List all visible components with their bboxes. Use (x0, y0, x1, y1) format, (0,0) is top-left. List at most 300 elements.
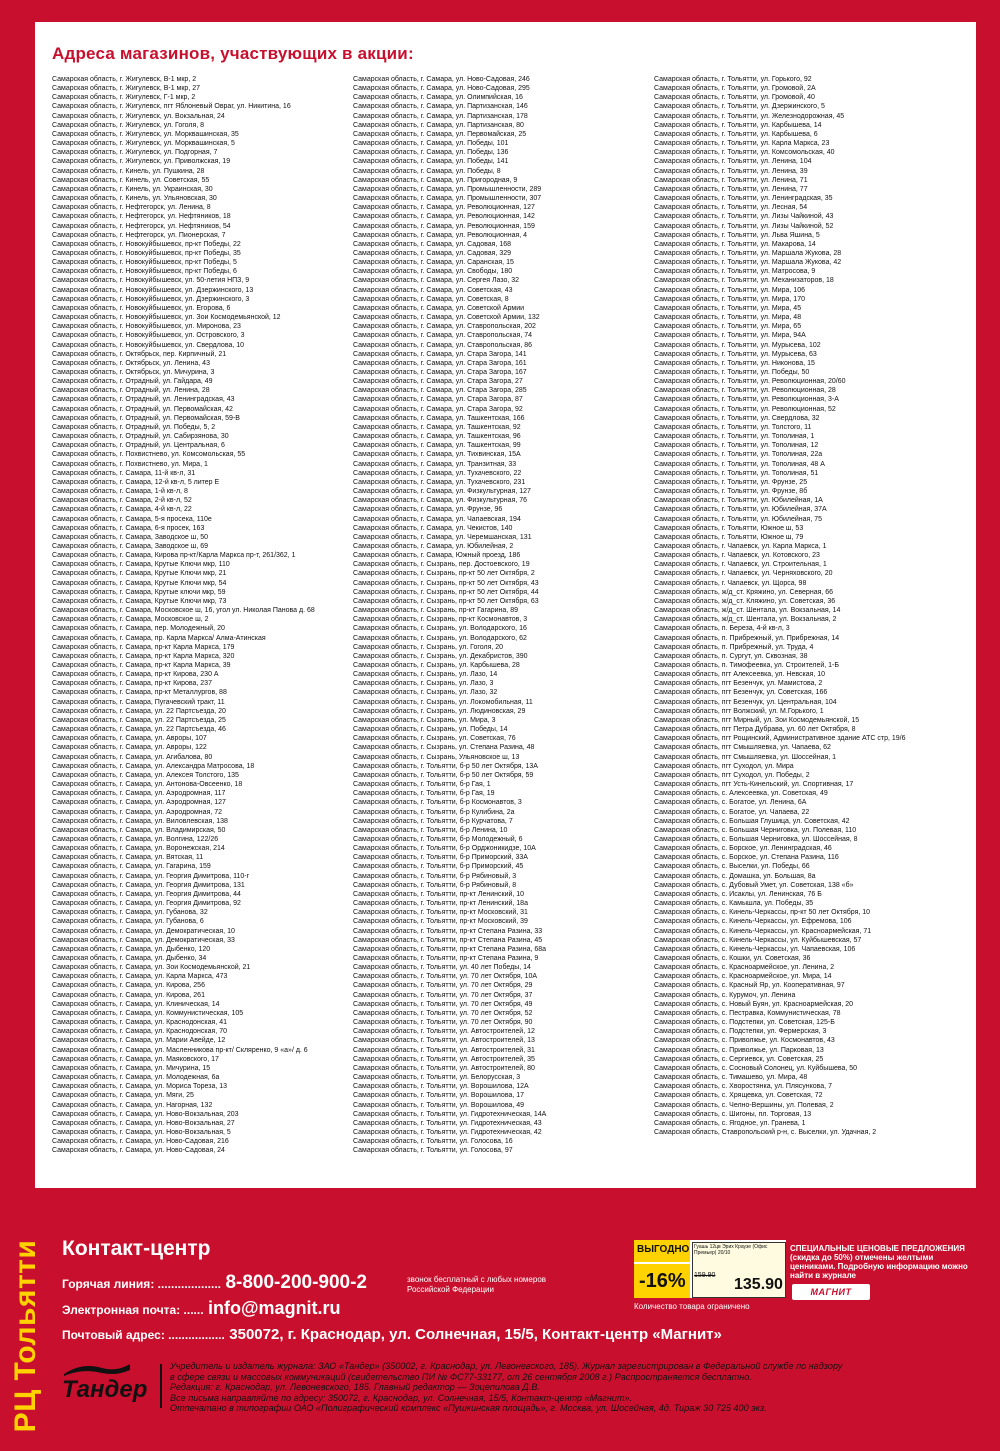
store-address: Самарская область, г. Самара, ул. Партизанская, 80 (353, 121, 524, 129)
store-address: Самарская область, г. Самара, ул. Советская, 8 (353, 295, 509, 303)
hotline-number[interactable]: 8-800-200-900-2 (225, 1272, 367, 1293)
imprint-line: Редакция: г. Краснодар, ул. Левоневского, 185. Главный редактор — Зоцепилова Д.В. (170, 1382, 540, 1393)
store-address: Самарская область, с. Хворостянка, ул. Плясункова, 7 (654, 1083, 832, 1091)
store-address: Самарская область, с. Кошки, ул. Советская, 36 (654, 955, 811, 962)
store-address: Самарская область, г. Тольятти, ул. Никонова, 15 (654, 359, 815, 367)
store-address: Самарская область, г. Тольятти, ул. Лесная, 54 (654, 204, 808, 212)
store-address: Самарская область, г. Чапаевск, ул. Строительная, 1 (654, 561, 827, 569)
store-address: Самарская область, г. Тольятти, пр-кт Степана Разина, 9 (353, 955, 539, 962)
store-address: Самарская область, с. Сосновый Солонец, ул. Куйбышева, 50 (654, 1064, 858, 1072)
store-address: Самарская область, г. Тольятти, ул. Карла Маркса, 23 (654, 140, 830, 148)
store-address: Самарская область, г. Самара, ул. Дыбенко, 120 (52, 945, 211, 953)
store-address: Самарская область, г. Новокуйбышевск, ул. Миронова, 23 (52, 323, 241, 331)
store-address: Самарская область, г. Самара, ул. Физкультурная, 127 (353, 488, 531, 496)
hotline-note: звонок бесплатный с любых номеров Российской Федерации (407, 1275, 547, 1294)
region-label: РЦ Тольятти (9, 1239, 42, 1433)
store-address: Самарская область, г. Тольятти, ул. Тополиная, 12 (654, 442, 819, 450)
store-address: Самарская область, г. Нефтегорск, ул. Нефтяников, 18 (52, 213, 231, 221)
store-address: Самарская область, г. Тольятти, ул. Ленина, 77 (654, 185, 808, 193)
store-address: Самарская область, г. Тольятти, ул. Свердлова, 32 (654, 414, 820, 422)
store-address: Самарская область, г. Тольятти, б-р Приморский, 45 (353, 863, 524, 871)
store-address: Самарская область, г. Жигулевск, ул. Подгорная, 7 (52, 149, 218, 157)
store-address: Самарская область, с. Большая Черниговка, ул. Полевая, 110 (654, 826, 857, 834)
store-address: Самарская область, г. Самара, ул. Ташкентская, 166 (353, 414, 525, 422)
store-address: Самарская область, пгт Суходол, ул. Мира (654, 762, 794, 770)
store-address: Самарская область, г. Самара, ул. Коммунистическая, 105 (52, 1009, 244, 1017)
store-address: Самарская область, г. Самара, ул. Волгина, 122/26 (52, 835, 219, 843)
store-address: Самарская область, г. Тольятти, ул. Фрунзе, 8б (654, 488, 808, 496)
store-address: Самарская область, г. Самара, ул. Садовая, 168 (353, 240, 511, 248)
store-address: Самарская область, г. Самара, пр-кт Кирова, 230 А (52, 671, 219, 679)
store-address: Самарская область, г. Тольятти, пр-кт Ленинский, 18а (353, 900, 528, 908)
store-address: Самарская область, г. Тольятти, ул. Тополиная, 48 А (654, 460, 825, 468)
store-address: Самарская область, г. Жигулевск, В-1 мкр, 27 (52, 85, 200, 93)
store-address: Самарская область, г. Тольятти, б-р Кулибина, 2а (353, 808, 515, 816)
promo-word: ВЫГОДНО (637, 1244, 690, 1255)
store-address: Самарская область, г. Сызрань, ул. Победы, 14 (353, 726, 508, 734)
store-address: Самарская область, г. Тольятти, ул. 70 лет Октября, 49 (353, 1000, 533, 1008)
store-address: Самарская область, г. Новокуйбышевск, ул. Зои Космодемьянской, 12 (52, 314, 281, 322)
store-address: Самарская область, г. Тольятти, ул. Ворошилова, 49 (353, 1101, 525, 1109)
store-address: Самарская область, г. Самара, ул. Революционная, 4 (353, 231, 528, 239)
store-address: Самарская область, г. Сызрань, пр-кт Гагарина, 89 (353, 607, 518, 615)
store-address: Самарская область, г. Самара, ул. Ташкентская, 92 (353, 423, 521, 431)
store-address: Самарская область, г. Самара, ул. Аэродромная, 127 (52, 799, 226, 807)
store-address: Самарская область, г. Самара, Пугачевский тракт, 11 (52, 698, 225, 706)
store-address: Самарская область, г. Самара, ул. Воронежская, 214 (52, 845, 225, 853)
store-address: Самарская область, пгт Безенчук, ул. Центральная, 104 (654, 698, 837, 706)
store-address: Самарская область, г. Тольятти, б-р Ленина, 10 (353, 826, 508, 834)
email-label: Электронная почта: ...... (62, 1303, 204, 1317)
store-address: Самарская область, г. Самара, ул. Ново-Садовая, 295 (353, 85, 530, 93)
store-address: Самарская область, г. Самара, ул. Олимпийская, 16 (353, 94, 523, 102)
store-address: Самарская область, г. Новокуйбышевск, пр-кт Победы, 6 (52, 268, 237, 276)
store-address: Самарская область, г. Сызрань, ул. Володарского, 62 (353, 634, 527, 642)
store-address: Самарская область, г. Самара, ул. Садовая, 329 (353, 249, 511, 257)
store-address: Самарская область, г. Тольятти, ул. Громовой, 2А (654, 85, 816, 93)
postal-address: 350072, г. Краснодар, ул. Солнечная, 15/5, Контакт-центр «Магнит» (229, 1326, 722, 1343)
contact-center-title: Контакт-центр (62, 1237, 211, 1260)
store-address: Самарская область, г. Самара, пр-кт Карла Маркса, 39 (52, 662, 231, 669)
store-address: Самарская область, г. Самара, ул. Чекистов, 140 (353, 524, 513, 532)
postal-row (62, 1326, 722, 1344)
store-address: Самарская область, г. Тольятти, б-р Орджоникидзе, 10А (353, 845, 536, 853)
store-address: Самарская область, г. Тольятти, б-р Молодежный, 6 (353, 835, 523, 843)
store-address: Самарская область, г. Самара, пр-кт Карла Маркса, 320 (52, 652, 235, 660)
store-address: Самарская область, г. Тольятти, б-р 50 лет Октября, 13А (353, 762, 538, 770)
store-address: Самарская область, г. Чапаевск, ул. Щорса, 98 (654, 579, 807, 587)
store-address: Самарская область, г. Самара, ул. Первомайская, 25 (353, 130, 527, 138)
store-address: Самарская область, г. Сызрань, Ульяновское ш, 13 (353, 753, 520, 761)
store-address: Самарская область, г. Сызрань, ул. Людиновская, 29 (353, 707, 526, 715)
bottom-frame (0, 1188, 1000, 1210)
store-address: Самарская область, г. Самара, ул. Ставропольская, 74 (353, 332, 533, 340)
addresses-heading: Адреса магазинов, участвующих в акции: (52, 44, 414, 63)
store-address: Самарская область, г. Самара, ул. Ново-Вокзальная, 27 (52, 1119, 235, 1127)
store-address: Самарская область, г. Самара, ул. Владимирская, 50 (52, 826, 226, 834)
imprint (170, 1361, 978, 1414)
store-address: Самарская область, с. Челно-Вершины, ул. Полевая, 2 (654, 1101, 834, 1109)
store-address: Самарская область, г. Самара, ул. Победы, 141 (353, 158, 509, 166)
store-address: Самарская область, г. Тольятти, ул. Ворошилова, 12А (353, 1083, 529, 1091)
store-address: Самарская область, г. Тольятти, ул. Революционная, 20/60 (654, 378, 846, 386)
store-address: Самарская область, г. Самара, ул. Ново-Вокзальная, 5 (52, 1128, 231, 1136)
store-address: Самарская область, г. Сызрань, ул. Володарского, 16 (353, 625, 527, 633)
store-address: Самарская область, с. Домашка, ул. Большая, 8а (654, 872, 816, 880)
store-address: Самарская область, г. Жигулевск, В-1 мкр, 2 (52, 76, 197, 83)
store-address: Самарская область, г. Самара, ул. Фрунзе, 96 (353, 506, 503, 514)
store-address: Самарская область, г. Тольятти, ул. Мира, 170 (654, 295, 805, 303)
store-address: Самарская область, г. Сызрань, ул. Степана Разина, 48 (353, 744, 535, 752)
store-address: Самарская область, с. Исаклы, ул. Ленинская, 76 Б (654, 890, 822, 898)
store-address: Самарская область, г. Самара, ул. Демократическая, 33 (52, 936, 235, 944)
store-address: Самарская область, г. Отрадный, ул. Гайдара, 49 (52, 378, 213, 386)
store-address: Самарская область, с. Кинель-Черкассы, ул. Чапаевская, 106 (654, 945, 856, 953)
store-address: Самарская область, с. Богатое, ул. Чапаева, 22 (654, 808, 810, 816)
store-address: Самарская область, г. Самара, ул. Физкультурная, 76 (353, 497, 528, 505)
store-address: Самарская область, г. Самара, ул. Губанова, 32 (52, 909, 208, 917)
store-address: Самарская область, г. Жигулевск, ул. Морквашинская, 35 (52, 130, 239, 138)
store-address: Самарская область, г. Самара, пр. Карла Маркса/ Алма-Атинская (52, 634, 266, 642)
store-address: Самарская область, г. Самара, 12-й кв-л, 5 литер Е (52, 478, 220, 486)
store-address: Самарская область, г. Самара, ул. Авроры, 107 (52, 735, 207, 743)
imprint-line: Все письма направляйте по адресу: 350072, г. Краснодар, ул. Солнечная, 15/5, Контакт-центр «Магнит». (170, 1392, 633, 1403)
store-address: Самарская область, г. Тольятти, б-р 50 лет Октября, 59 (353, 771, 534, 779)
store-address: Самарская область, г. Тольятти, ул. Мурысева, 102 (654, 341, 821, 349)
tander-logo (62, 1362, 154, 1412)
store-address: Самарская область, с. Сергиевск, ул. Советская, 25 (654, 1055, 824, 1063)
store-address: Самарская область, г. Самара, 6-я просек, 163 (52, 524, 205, 532)
store-address: Самарская область, г. Жигулевск, ул. Гоголя, 8 (52, 121, 205, 129)
store-address: Самарская область, г. Самара, ул. Нагорная, 132 (52, 1101, 213, 1109)
store-address: Самарская область, пгт Усть-Кинельский, ул. Спортивная, 17 (654, 781, 854, 789)
store-address: Самарская область, г. Тольятти, ул. Карбышева, 14 (654, 121, 822, 129)
store-address: Самарская область, ж/д_ст. Кляжино, ул. Советская, 36 (654, 597, 836, 605)
store-address: Самарская область, г. Отрадный, ул. Победы, 5, 2 (52, 423, 216, 431)
store-address: Самарская область, г. Самара, ул. Виловлевская, 138 (52, 817, 228, 825)
store-address: Самарская область, г. Тольятти, пр-кт Ленинский, 10 (353, 890, 525, 898)
store-address: Самарская область, г. Тольятти, ул. Карбышева, 6 (654, 130, 818, 138)
store-address: Самарская область, с. Приволжье, ул. Парковая, 13 (654, 1046, 824, 1054)
logo-divider (160, 1364, 162, 1408)
store-address: Самарская область, г. Тольятти, ул. Революционная, 52 (654, 405, 836, 413)
store-address: Самарская область, г. Отрадный, ул. Первомайская, 59-В (52, 414, 240, 422)
store-address: Самарская область, с. Красноармейское, ул. Ленина, 2 (654, 964, 835, 972)
store-address: Самарская область, г. Самара, ул. Вятская, 11 (52, 854, 204, 862)
store-address: Самарская область, г. Самара, ул. Советской Армии (353, 304, 525, 312)
left-frame (0, 0, 35, 1210)
store-address: Самарская область, с. Алексеевка, ул. Советская, 49 (654, 790, 828, 798)
imprint-line: в сфере связи и массовых коммуникаций (свидетельство ПИ № ФС77-33177, от 26 сентября 2008 г.) Распространяется бесплатно. (170, 1371, 752, 1382)
store-address: Самарская область, п. Береза, 4-й кв-л, 3 (654, 625, 790, 633)
store-address: Самарская область, г. Тольятти, ул. Юбилейная, 75 (654, 515, 822, 523)
store-address: Самарская область, г. Самара, ул. Пригородная, 9 (353, 176, 518, 184)
store-address: Самарская область, г. Тольятти, ул. Гидротехническая, 14А (353, 1110, 547, 1118)
store-address: Самарская область, г. Самара, ул. Георгия Димитрова, 44 (52, 890, 241, 898)
store-address: Самарская область, г. Самара, ул. Антонова-Овсеенко, 18 (52, 781, 243, 789)
store-address: Самарская область, г. Тольятти, ул. Маршала Жукова, 42 (654, 259, 842, 267)
store-address: Самарская область, г. Новокуйбышевск, ул. 50-летия НПЗ, 9 (52, 277, 250, 285)
store-address: Самарская область, г. Тольятти, ул. Белорусская, 3 (353, 1074, 521, 1082)
store-address: Самарская область, г. Самара, ул. 22 Партсъезда, 46 (52, 726, 226, 734)
store-address: Самарская область, г. Самара, Крутые Ключи мкр, 73 (52, 597, 227, 605)
store-address: Самарская область, г. Тольятти, б-р Рябиновый, 3 (353, 872, 517, 880)
store-address: Самарская область, г. Тольятти, ул. Юбилейная, 1А (654, 497, 823, 505)
store-address: Самарская область, г. Отрадный, ул. Первомайская, 42 (52, 405, 233, 413)
store-address: Самарская область, г. Тольятти, ул. Автостроителей, 80 (353, 1064, 535, 1072)
imprint-line: Отпечатано в типографии ОАО «Полиграфический комплекс «Пушкинская площадь», г. Москва, ул. Шосейная, 4д. Тираж 30 725 400 экз. (170, 1403, 767, 1414)
store-address: Самарская область, г. Кинель, ул. Украинская, 30 (52, 185, 213, 193)
store-address: Самарская область, г. Самара, ул. Краснодонская, 70 (52, 1028, 227, 1036)
store-address: Самарская область, г. Самара, ул. Стара Загора, 27 (353, 378, 523, 386)
store-address: Самарская область, г. Тольятти, ул. Механизаторов, 18 (654, 277, 834, 285)
store-address: Самарская область, г. Тольятти, ул. Революционная, 3-А (654, 396, 839, 404)
top-frame (0, 0, 1000, 22)
store-address: Самарская область, г. Жигулевск, Г-1 мкр, 2 (52, 94, 196, 102)
store-address: Самарская область, г. Самара, ул. Стара Загора, 92 (353, 405, 523, 413)
store-address: Самарская область, г. Новокуйбышевск, пр-кт Победы, 5 (52, 259, 237, 267)
store-address: Самарская область, г. Самара, ул. Ташкентская, 99 (353, 442, 521, 450)
store-address: Самарская область, г. Отрадный, ул. Ленинградская, 43 (52, 396, 235, 404)
store-address: Самарская область, г. Самара, ул. Ново-Садовая, 216 (52, 1138, 229, 1146)
store-address: Самарская область, г. Самара, ул. Мичурина, 15 (52, 1064, 211, 1072)
store-address: Самарская область, пгт Алексеевка, ул. Невская, 10 (654, 671, 826, 679)
store-address: Самарская область, г. Сызрань, ул. Декабристов, 390 (353, 652, 528, 660)
store-address: Самарская область, ж/д_ст. Шентала, ул. Вокзальная, 14 (654, 607, 841, 615)
store-address: Самарская область, г. Тольятти, ул. 70 лет Октября, 37 (353, 991, 533, 999)
store-address: Самарская область, г. Тольятти, ул. Юбилейная, 37А (654, 506, 827, 514)
email-row (62, 1298, 341, 1319)
store-address: Самарская область, г. Самара, ул. Георгия Димитрова, 110-г (52, 872, 250, 880)
store-address: Самарская область, с. Шигоны, пл. Торговая, 13 (654, 1110, 812, 1118)
store-address: Самарская область, г. Новокуйбышевск, пр-кт Победы, 22 (52, 240, 241, 248)
store-address: Самарская область, г. Самара, ул. Победы, 8 (353, 167, 501, 175)
store-address: Самарская область, г. Самара, ул. Кирова, 261 (52, 991, 205, 999)
store-address: Самарская область, г. Тольятти, ул. Победы, 50 (654, 369, 810, 376)
store-address: Самарская область, г. Тольятти, ул. Мира, 65 (654, 323, 802, 331)
store-address: Самарская область, с. Камышла, ул. Победы, 35 (654, 900, 814, 908)
address-column-1 (52, 75, 347, 1155)
store-address: Самарская область, г. Самара, ул. Победы, 101 (353, 140, 509, 148)
store-address: Самарская область, г. Тольятти, б-р Гая, 19 (353, 790, 495, 798)
store-address: Самарская область, г. Тольятти, ул. Революционная, 28 (654, 387, 836, 395)
store-address: Самарская область, г. Самара, 5-я просека, 110е (52, 515, 212, 523)
store-address: Самарская область, г. Самара, ул. Тухачевского, 22 (353, 469, 522, 477)
store-address: Самарская область, г. Самара, ул. Зои Космодемьянской, 21 (52, 964, 251, 972)
address-column-2 (353, 75, 648, 1155)
store-address: Самарская область, г. Тольятти, ул. Автостроителей, 12 (353, 1028, 535, 1036)
store-address: Самарская область, г. Жигулевск, ул. Вокзальная, 24 (52, 112, 225, 120)
store-address: Самарская область, г. Самара, ул. 22 Партсъезда, 20 (52, 707, 226, 715)
store-address: Самарская область, г. Тольятти, ул. Лизы Чайкиной, 43 (654, 213, 834, 221)
store-address: Самарская область, г. Самара, Южный проезд, 186 (353, 552, 521, 560)
store-address: Самарская область, г. Тольятти, ул. Мурысева, 63 (654, 350, 817, 358)
store-address: Самарская область, г. Самара, ул. Юбилейная, 2 (353, 542, 514, 550)
store-address: Самарская область, г. Новокуйбышевск, ул. Дзержинского, 13 (52, 286, 254, 294)
store-address: Самарская область, г. Самара, ул. Авроры, 122 (52, 744, 207, 752)
store-address: Самарская область, г. Тольятти, Южное ш, 53 (654, 524, 804, 532)
store-address: Самарская область, г. Тольятти, ул. Железнодорожная, 45 (654, 112, 845, 120)
store-address: Самарская область, г. Отрадный, ул. Центральная, 6 (52, 442, 225, 450)
store-address: Самарская область, г. Самара, ул. Победы, 136 (353, 149, 509, 157)
store-address: Самарская область, г. Самара, ул. Партизанская, 146 (353, 103, 528, 111)
store-address: Самарская область, с. Пестравка, Коммунистическая, 78 (654, 1009, 841, 1017)
store-address: Самарская область, г. Тольятти, ул. Ленина, 71 (654, 176, 808, 184)
magnit-logo: МАГНИТ (792, 1284, 870, 1300)
store-address: Самарская область, г. Сызрань, ул. Гоголя, 20 (353, 643, 504, 651)
store-address: Самарская область, с. Дубовый Умет, ул. Советская, 138 «б» (654, 881, 854, 889)
store-address: Самарская область, г. Самара, ул. Промышленности, 307 (353, 195, 542, 203)
promo-old-price: 159.90 (694, 1272, 716, 1279)
store-address: Самарская область, г. Сызрань, ул. Локомобильная, 11 (353, 698, 533, 706)
store-address: Самарская область, г. Тольятти, ул. Тополиная, 51 (654, 469, 819, 477)
store-address: Самарская область, г. Самара, ул. Мяги, 25 (52, 1092, 194, 1100)
price-tag-example (634, 1240, 786, 1298)
store-address: Самарская область, г. Сызрань, пр-кт 50 лет Октября, 63 (353, 597, 539, 605)
email-link[interactable]: info@magnit.ru (208, 1298, 341, 1318)
store-address: Самарская область, с. Большая Черниговка, ул. Шоссейная, 8 (654, 835, 858, 843)
store-address: Самарская область, с. Ягодное, ул. Гранева, 1 (654, 1119, 806, 1127)
store-address: Самарская область, с. Подстепки, ул. Фермерская, 3 (654, 1028, 827, 1036)
store-address: Самарская область, с. Приволжье, ул. Космонавтов, 43 (654, 1037, 835, 1045)
store-address: Самарская область, г. Самара, ул. Тухачевского, 231 (353, 478, 526, 486)
store-address: Самарская область, г. Тольятти, ул. Мира, 48 (654, 314, 802, 322)
store-address: Самарская область, г. Самара, ул. Аэродромная, 117 (52, 790, 226, 798)
store-address: Самарская область, г. Тольятти, ул. Ленинградская, 35 (654, 195, 833, 203)
store-address: Самарская область, г. Самара, Заводское ш, 69 (52, 542, 209, 550)
store-address: Самарская область, г. Самара, ул. Ново-Вокзальная, 203 (52, 1110, 239, 1118)
imprint-line: Учредитель и издатель журнала: ЗАО «Тандер» (350002, г. Краснодар, ул. Левоневского, 185). Журнал зарегистрирован в Федеральной службе по надзору (170, 1361, 843, 1371)
store-address: Самарская область, г. Самара, ул. Кирова, 256 (52, 982, 205, 990)
store-address: Самарская область, г. Октябрьск, пер. Кирпичный, 21 (52, 350, 227, 358)
store-address: Самарская область, с. Курумоч, ул. Ленина (654, 991, 796, 999)
hotline-label: Горячая линия: ................... (62, 1277, 221, 1291)
store-address: Самарская область, г. Сызрань, пр-кт 50 лет Октября, 44 (353, 588, 539, 596)
store-address: Самарская область, г. Чапаевск, ул. Карла Маркса, 1 (654, 542, 827, 550)
store-address: Самарская область, г. Сызрань, пр-кт 50 лет Октября, 2 (353, 570, 535, 578)
promo-caption: Количество товара ограничено (634, 1302, 750, 1311)
store-address: Самарская область, г. Похвистнево, ул. Комсомольская, 55 (52, 451, 246, 459)
store-address: Самарская область, г. Самара, ул. Карла Маркса, 473 (52, 973, 228, 981)
store-address: Самарская область, с. Красный Яр, ул. Кооперативная, 97 (654, 982, 845, 990)
store-address: Самарская область, г. Самара, ул. Ставропольская, 202 (353, 323, 536, 331)
store-address: Самарская область, с. Богатое, ул. Ленина, 6А (654, 799, 807, 807)
store-address: Самарская область, г. Тольятти, б-р Космонавтов, 3 (353, 799, 522, 807)
store-address: Самарская область, г. Октябрьск, ул. Мичурина, 3 (52, 369, 215, 376)
store-address: Самарская область, г. Самара, ул. Саранская, 15 (353, 259, 514, 267)
store-address: Самарская область, г. Самара, ул. Георгия Димитрова, 92 (52, 900, 241, 908)
store-address: Самарская область, г. Новокуйбышевск, ул. Егорова, 6 (52, 304, 231, 312)
store-address: Самарская область, г. Тольятти, ул. Голосова, 97 (353, 1147, 513, 1155)
store-address: Самарская область, г. Кинель, ул. Пушкина, 28 (52, 167, 205, 175)
store-address: Самарская область, г. Самара, пр-кт Карла Маркса, 179 (52, 643, 235, 651)
store-address: Самарская область, с. Борское, ул. Степана Разина, 116 (654, 854, 839, 862)
store-address: Самарская область, г. Самара, ул. Мориса Тореза, 13 (52, 1083, 228, 1091)
store-address: Самарская область, г. Самара, ул. Стара Загора, 285 (353, 387, 527, 395)
store-address: Самарская область, г. Тольятти, ул. Горького, 92 (654, 76, 812, 83)
store-address: Самарская область, г. Тольятти, пр-кт Московский, 31 (353, 909, 528, 917)
store-address: Самарская область, г. Тольятти, ул. 40 лет Победы, 14 (353, 964, 531, 972)
store-address: Самарская область, г. Самара, ул. Ново-Садовая, 24 (52, 1147, 225, 1155)
store-address: Самарская область, г. Самара, 4-й кв-л, 22 (52, 506, 192, 514)
store-address: Самарская область, г. Сызрань, ул. Советская, 76 (353, 735, 516, 743)
store-address: Самарская область, с. Кинель-Черкассы, пр-кт 50 лет Октября, 10 (654, 909, 871, 917)
store-address: Самарская область, г. Тольятти, пр-кт Степана Разина, 45 (353, 936, 543, 944)
store-address: Самарская область, г. Чапаевск, ул. Черняховского, 20 (654, 570, 833, 578)
store-address: Самарская область, г. Самара, ул. Дыбенко, 34 (52, 955, 207, 962)
store-address: Самарская область, г. Сызрань, ул. Лазо, 32 (353, 689, 498, 697)
store-address: Самарская область, г. Тольятти, б-р Приморский, 33А (353, 854, 528, 862)
store-address: Самарская область, с. Борское, ул. Ленинградская, 46 (654, 845, 832, 853)
postal-label: Почтовый адрес: ................. (62, 1328, 225, 1342)
store-address: Самарская область, г. Самара, ул. 22 Партсъезда, 25 (52, 716, 226, 724)
store-address: Самарская область, г. Самара, Заводское ш, 50 (52, 533, 209, 541)
store-address: Самарская область, г. Отрадный, ул. Сабирзянова, 30 (52, 433, 229, 441)
store-address: Самарская область, г. Самара, ул. Стара Загора, 161 (353, 359, 527, 367)
store-address: Самарская область, г. Новокуйбышевск, ул. Островского, 3 (52, 332, 245, 340)
store-address: Самарская область, с. Кинель-Черкассы, ул. Ефремова, 106 (654, 918, 852, 926)
store-address: Самарская область, п. Прибрежный, ул. Прибрежная, 14 (654, 634, 840, 642)
store-address: Самарская область, г. Самара, ул. Маяковского, 17 (52, 1055, 219, 1063)
store-address: Самарская область, г. Тольятти, ул. 70 лет Октября, 90 (353, 1019, 533, 1027)
store-address: Самарская область, г. Самара, ул. Марии Авейде, 12 (52, 1037, 226, 1045)
store-address: Самарская область, г. Похвистнево, ул. Мира, 1 (52, 460, 208, 468)
store-address: Самарская область, Ставропольский р-н, с. Выселки, ул. Удачная, 2 (654, 1128, 877, 1136)
store-address: Самарская область, г. Кинель, ул. Ульяновская, 30 (52, 195, 217, 203)
tander-flag-icon (62, 1362, 132, 1376)
tander-logo-text: Тандер (62, 1376, 148, 1403)
store-address: Самарская область, пгт Рощинский, Административное здание АТС стр, 19/6 (654, 735, 906, 743)
store-address: Самарская область, г. Самара, ул. Ново-Садовая, 246 (353, 76, 530, 83)
store-address: Самарская область, г. Самара, ул. Клиническая, 14 (52, 1000, 220, 1008)
store-address: Самарская область, г. Октябрьск, ул. Ленина, 43 (52, 359, 210, 367)
store-address: Самарская область, с. Красноармейское, ул. Мира, 14 (654, 973, 832, 981)
store-address: Самарская область, г. Самара, ул. Гагарина, 159 (52, 863, 211, 871)
store-address: Самарская область, г. Тольятти, ул. Тополиная, 22а (654, 451, 823, 459)
store-address: Самарская область, г. Самара, ул. Демократическая, 10 (52, 927, 235, 935)
store-address: Самарская область, г. Тольятти, ул. Маршала Жукова, 28 (654, 249, 842, 257)
store-address: Самарская область, г. Самара, ул. Стара Загора, 167 (353, 369, 527, 376)
store-address: Самарская область, г. Самара, ул. Тихвинская, 15А (353, 451, 521, 459)
store-address: Самарская область, г. Самара, ул. Масленникова пр-кт/ Скляренко, 9 «а»/ д. 6 (52, 1046, 308, 1054)
store-address: Самарская область, г. Самара, пр-кт Металлургов, 88 (52, 689, 227, 697)
store-address: Самарская область, г. Тольятти, ул. 70 лет Октября, 10А (353, 973, 538, 981)
store-address: Самарская область, г. Самара, ул. Транзитная, 33 (353, 460, 517, 468)
store-address: Самарская область, г. Тольятти, ул. Мира, 45 (654, 304, 802, 312)
store-address: Самарская область, г. Сызрань, ул. Мира, 3 (353, 716, 496, 724)
store-address: Самарская область, пгт Волжский, ул. М.Горького, 1 (654, 707, 824, 715)
store-address: Самарская область, г. Самара, ул. Промышленности, 289 (353, 185, 542, 193)
store-address: Самарская область, г. Самара, ул. Стара Загора, 141 (353, 350, 527, 358)
store-address: Самарская область, г. Тольятти, ул. Макарова, 14 (654, 240, 816, 248)
store-address: Самарская область, г. Нефтегорск, ул. Нефтяников, 54 (52, 222, 231, 230)
store-address: Самарская область, г. Самара, ул. Партизанская, 178 (353, 112, 528, 120)
store-address: Самарская область, г. Тольятти, ул. Автостроителей, 35 (353, 1055, 535, 1063)
store-address: Самарская область, с. Новый Буян, ул. Красноармейская, 20 (654, 1000, 854, 1008)
store-address: Самарская область, г. Самара, 11-й кв-л, 31 (52, 469, 196, 477)
store-address: Самарская область, г. Тольятти, пр-кт Московский, 39 (353, 918, 528, 926)
store-address: Самарская область, г. Тольятти, ул. Гидротехническая, 43 (353, 1119, 542, 1127)
store-address: Самарская область, г. Тольятти, ул. Тополиная, 1 (654, 433, 815, 441)
store-address: Самарская область, г. Тольятти, ул. Льва Яшина, 5 (654, 231, 820, 239)
store-address: Самарская область, г. Тольятти, ул. Фрунзе, 25 (654, 478, 808, 486)
special-offers-text: СПЕЦИАЛЬНЫЕ ЦЕНОВЫЕ ПРЕДЛОЖЕНИЯ (скидка до 50%) отмечены желтыми ценниками. Подробную информацию можно найти в журнале (790, 1244, 968, 1280)
store-address: Самарская область, г. Самара, ул. Революционная, 142 (353, 213, 535, 221)
store-address: Самарская область, г. Тольятти, ул. Дзержинского, 5 (654, 103, 825, 111)
store-address: Самарская область, г. Самара, ул. Ташкентская, 96 (353, 433, 521, 441)
store-address: Самарская область, г. Самара, Московское ш, 2 (52, 616, 209, 624)
store-address: Самарская область, пгт Безенчук, ул. Советская, 166 (654, 689, 828, 697)
